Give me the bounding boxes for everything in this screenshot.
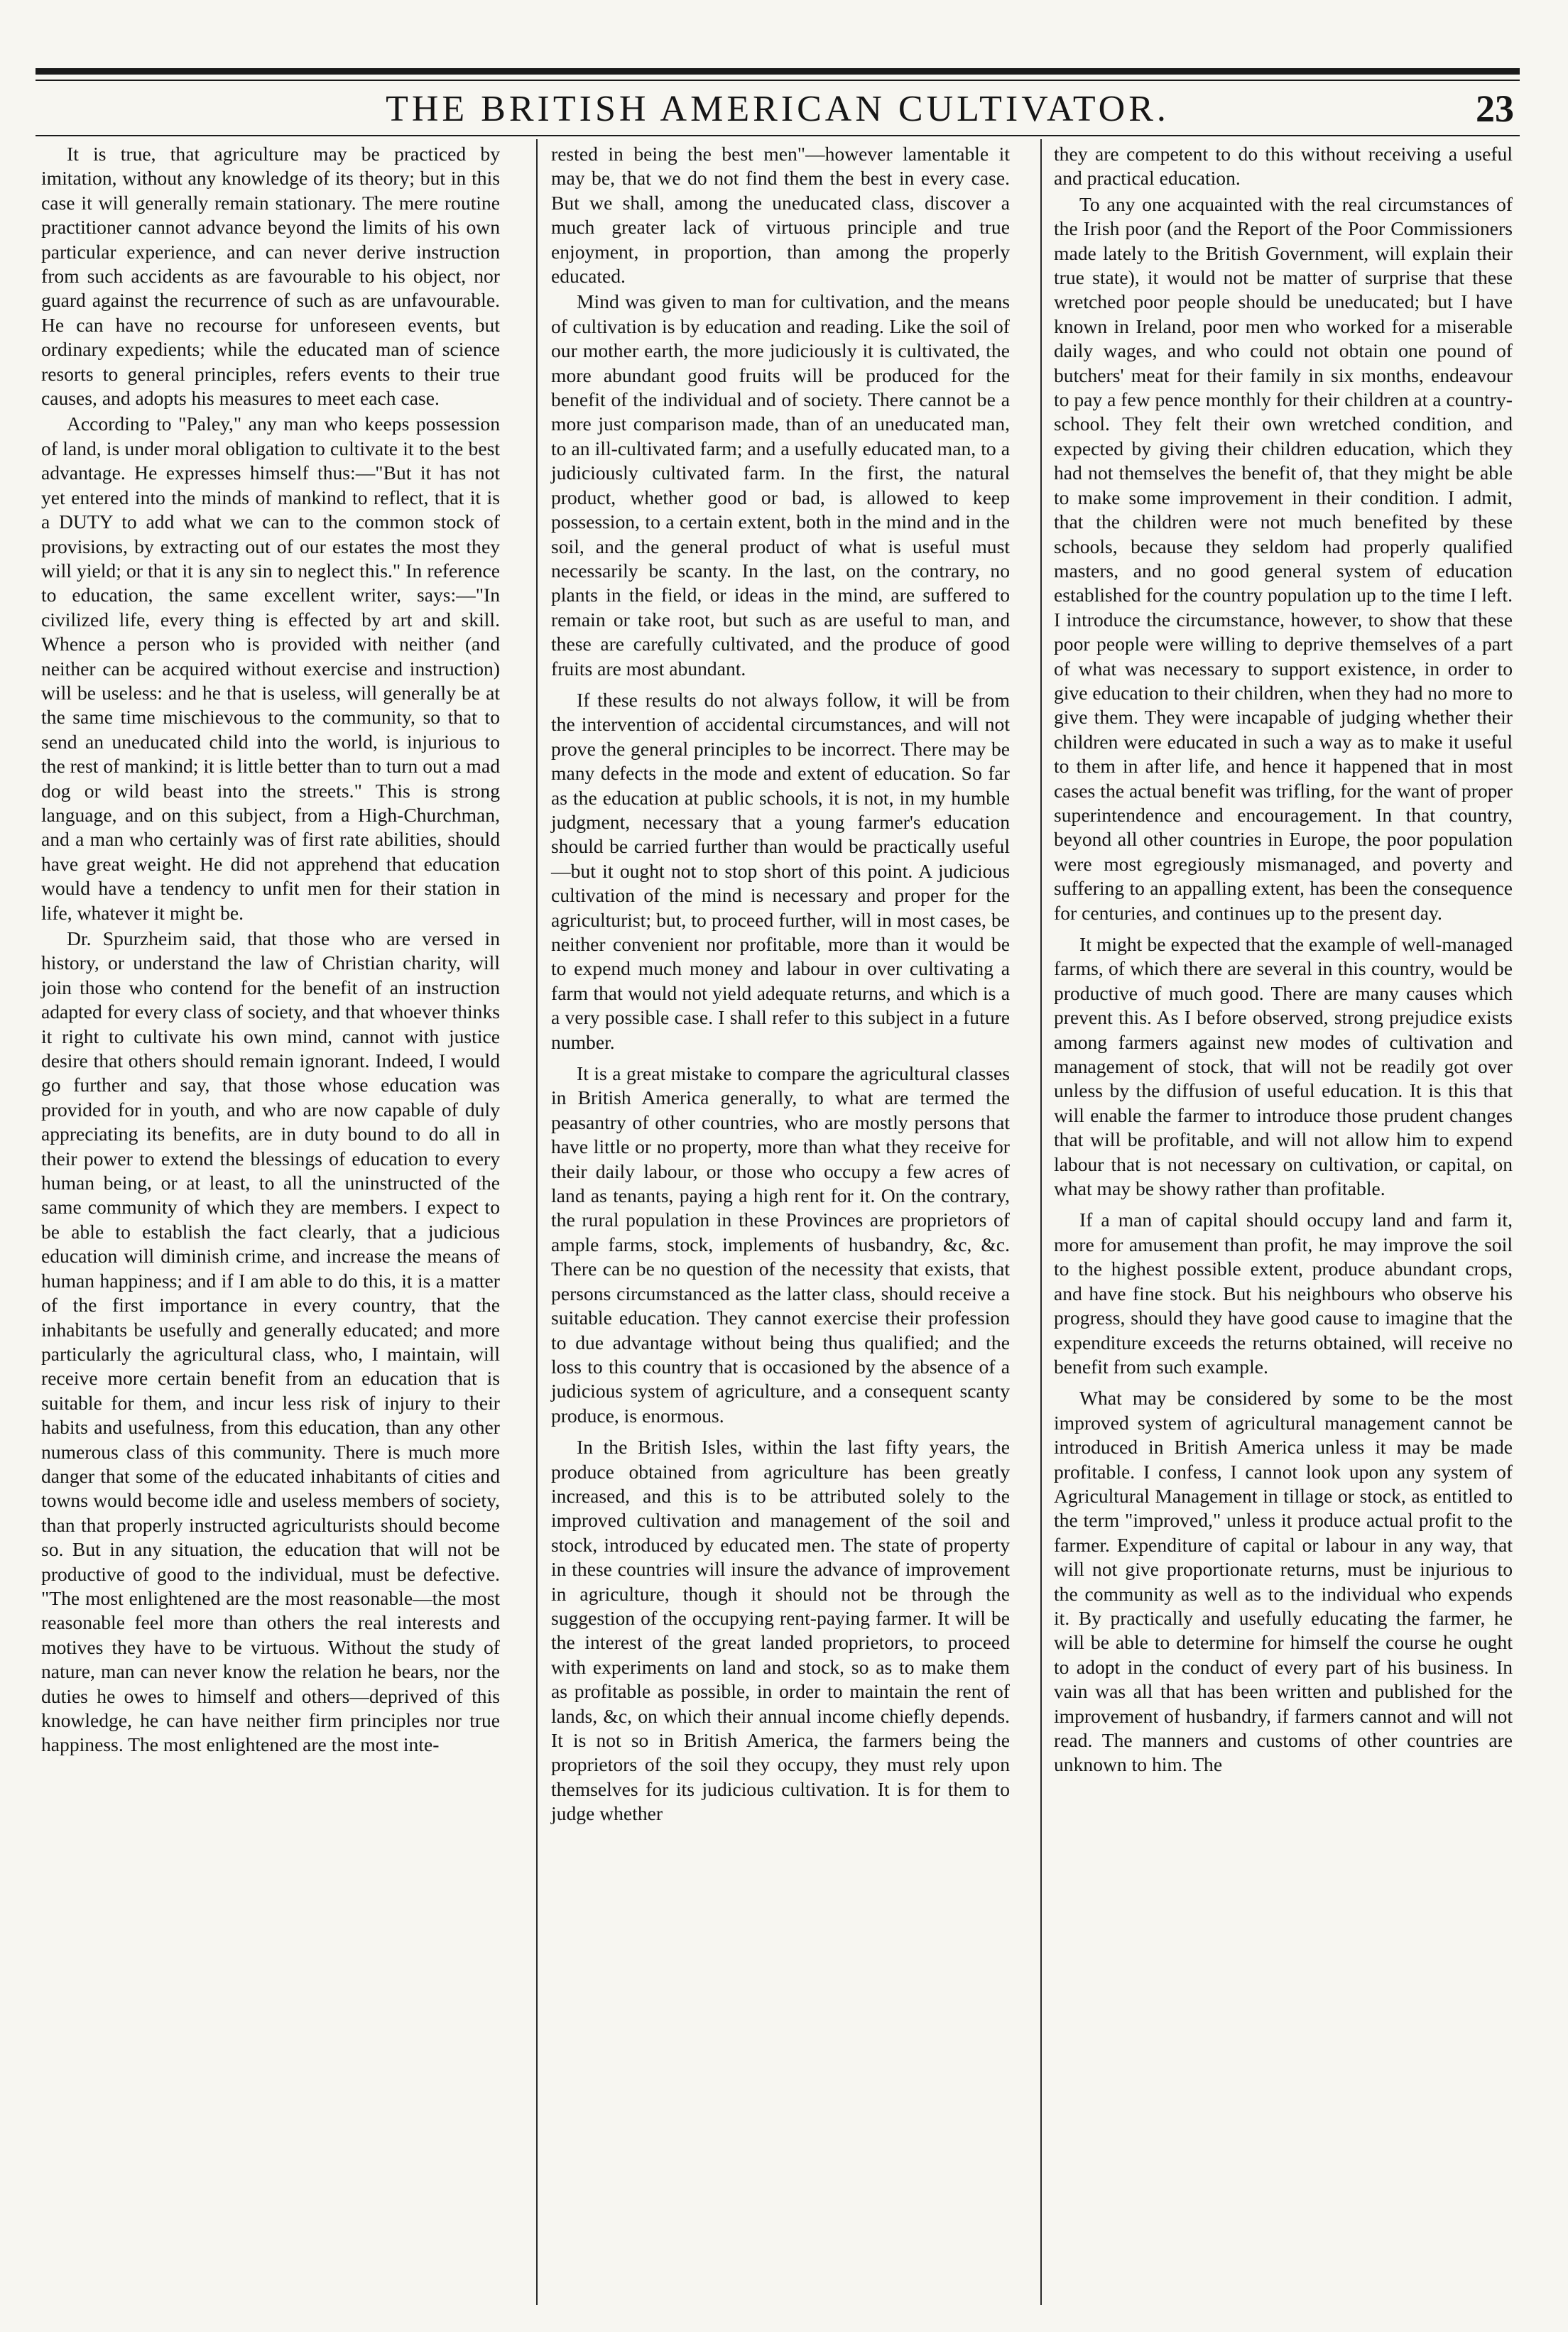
- column-1: [41, 142, 500, 1759]
- paragraph: It is true, that agriculture may be practiced by imitation, without any knowledge of its theory; but in this case it will generally remain stationary. The mere routine practitioner cannot advance beyond the limits of his own particular experience, and can never derive instruction from such accidents as are favourable to his object, nor guard against the recurrence of such as are unfavourable. He can have no recourse for unforeseen events, but ordinary expedients; while the educated man of science resorts to general principles, refers events to their true causes, and adopts his measures to meet each case.: [41, 143, 500, 410]
- paragraph: rested in being the best men"—however lamentable it may be, that we do not find them the best in every case. But we shall, among the uneducated class, discover a much greater lack of virtuous principle and true enjoyment, in proportion, than among the properly educated.: [551, 143, 1010, 288]
- paragraph: Mind was given to man for cultivation, and the means of cultivation is by education and reading. Like the soil of our mother earth, the more judiciously it is cultivated, the more abundant good fruits will be produced for the benefit of the individual and of society. There cannot be a more just comparison made, than of an uneducated man, to an ill-cultivated farm; and a usefully educated man, to a judiciously cultivated farm. In the first, the natural product, whether good or bad, is allowed to keep possession, to a certain extent, both in the mind and in the soil, and the general product of what is useful must necessarily be scanty. In the last, on the contrary, no plants in the field, or ideas in the mind, are suffered to remain or take root, but such as are useful to man, and these are carefully cultivated, and the produce of good fruits are most abundant.: [551, 290, 1010, 680]
- header-rule: [36, 135, 1520, 136]
- masthead-rule-thick: [36, 68, 1520, 75]
- paragraph: It might be expected that the example of well-managed farms, of which there are several in this country, would be productive of much good. There are many causes which prevent this. As I before observed, strong prejudice exists among farmers against new modes of cultivation and management of stock, that will not be readily got over unless by the diffusion of useful education. It is this that will enable the farmer to introduce those prudent changes that will be profitable, and will not allow him to expend labour that is not necessary on cultivation, or capital, on what may be showy rather than profitable.: [1054, 933, 1513, 1200]
- paragraph: To any one acquainted with the real circumstances of the Irish poor (and the Report of the Poor Commissioners made lately to the British Government, will explain their true state), it would not be matter of surprise that these wretched poor people should be uneducated; but I have known in Ireland, poor men who worked for a miserable daily wages, and who could not obtain one pound of butchers' meat for their family in six months, endeavour to pay a few pence monthly for their children at a country-school. They felt their own wretched condition, and expected by giving their children education, which they had not themselves the benefit of, that they might be able to make some improvement in their condition. I admit, that the children were not much benefited by these schools, because they seldom had properly qualified masters, and no good general system of education established for the country population up to the time I left. I introduce the circumstance, however, to show that these poor people were willing to deprive themselves of a part of what was necessary to support existence, in order to give education to their children, when they had no more to give them. They were incapable of judging whether their children were educated in such a way as to make it useful to them in after life, and hence it happened that in most cases the actual benefit was trifling, for the want of proper superintendence and encouragement. In that country, beyond all other countries in Europe, the poor population were most egregiously mismanaged, and poverty and suffering to an appalling extent, has been the consequence for centuries, and continues up to the present day.: [1054, 192, 1513, 924]
- masthead: [36, 81, 1520, 134]
- paragraph: It is a great mistake to compare the agricultural classes in British America generally, to what are termed the peasantry of other countries, who are mostly persons that have little or no property, more than what they receive for their daily labour, or those who occupy a few acres of land as tenants, paying a high rent for it. On the contrary, the rural population in these Provinces are proprietors of ample farms, stock, implements of husbandry, &c, &c. There can be no question of the necessity that exists, that persons circumstanced as the latter class, should receive a suitable education. They cannot exercise their profession to due advantage without being thus qualified; and the loss to this country that is occasioned by the absence of a judicious system of agriculture, and a consequent scanty produce, is enormous.: [551, 1062, 1010, 1427]
- paragraph: According to "Paley," any man who keeps possession of land, is under moral obligation to cultivate it to the best advantage. He expresses himself thus:—"But it has not yet entered into the minds of mankind to reflect, that it is a DUTY to add what we can to the common stock of provisions, by extracting out of our estates the most they will yield; or that it is any sin to neglect this." In reference to education, the same excellent writer, says:—"In civilized life, every thing is effected by art and skill. Whence a person who is provided with neither (and neither can be acquired without exercise and instruction) will be useless: and he that is useless, will generally be at the same time mischievous to the community, so that to send an uneducated child into the world, is injurious to the rest of mankind; it is little better than to turn out a mad dog or wild beast into the streets." This is strong language, and on this subject, from a High-Churchman, and a man who certainly was of first rate abilities, should have great weight. He did not apprehend that education would have a tendency to unfit men for their station in life, whatever it might be.: [41, 413, 501, 924]
- paragraph: In the British Isles, within the last fifty years, the produce obtained from agriculture has been greatly increased, and this is to be attributed solely to the improved cultivation and management of the soil and stock, introduced by educated men. The state of property in these countries will insure the advance of improvement in agriculture, though it should not be through the suggestion of the occupying rent-paying farmer. It will be the interest of the great landed proprietors, to proceed with experiments on land and stock, so as to make them as profitable as possible, in order to maintain the rent of lands, &c, on which their annual income chiefly depends. It is not so in British America, the farmers being the proprietors of the soil they occupy, they must rely upon themselves for its judicious cultivation. It is for them to judge whether: [551, 1436, 1010, 1825]
- column-divider-2: [1040, 139, 1042, 2305]
- paragraph: If these results do not always follow, it will be from the intervention of accidental circumstances, and will not prove the general principles to be incorrect. There may be many defects in the mode and extent of education. So far as the education at public schools, it is not, in my humble judgment, necessary that a young farmer's education should be carried further than would be practically useful—but it ought not to stop short of this point. A judicious cultivation of the mind is necessary and proper for the agriculturist; but, to proceed further, will in most cases, be neither convenient nor profitable, more than it would be to expend much money and labour in over cultivating a farm that would not yield adequate returns, and which is a a very possible case. I shall refer to this subject in a future number.: [551, 688, 1010, 1053]
- publication-title: THE BRITISH AMERICAN CULTIVATOR.: [386, 89, 1170, 129]
- column-divider-1: [536, 139, 538, 2305]
- paragraph: Dr. Spurzheim said, that those who are versed in history, or understand the law of Christian charity, will join those who contend for the benefit of an instruction adapted for every class of society, and that whoever thinks it right to cultivate his own mind, cannot with justice desire that others should remain ignorant. Indeed, I would go further and say, that those whose education was provided for in youth, and who are now capable of duly appreciating its benefits, are in duty bound to do all in their power to extend the blessings of education to every human being, or at least, to all the uninstructed of the same community of which they are members. I expect to be able to establish the fact clearly, that a judicious education will diminish crime, and increase the means of human happiness; and if I am able to do this, it is a matter of the first importance in every country, that the inhabitants be usefully and generally educated; and more particularly the agricultural class, who, I maintain, will receive more certain benefit from an education that is suitable for them, and incur less risk of injury to their habits and usefulness, from this education, than any other numerous class of this community. There is much more danger that some of the educated inhabitants of cities and towns would become idle and useless members of society, than that properly instructed agriculturists should become so. But in any situation, the education that will not be productive of good to the individual, must be defective. "The most enlightened are the most reasonable—the most reasonable feel more than others the real interests and motives they have to be virtuous. Without the study of nature, man can never know the relation he bears, nor the duties he owes to himself and others—deprived of this knowledge, he can have neither firm principles nor true happiness. The most enlightened are the most inte-: [41, 927, 500, 1756]
- paragraph: If a man of capital should occupy land and farm it, more for amusement than profit, he may improve the soil to the highest possible extent, produce abundant crops, and have fine stock. But his neighbours who observe his progress, should they have good cause to imagine that the expenditure exceeds the returns obtained, will receive no benefit from such example.: [1054, 1209, 1513, 1378]
- page-number: 23: [1476, 87, 1514, 130]
- paragraph: What may be considered by some to be the most improved system of agricultural management cannot be introduced in British America unless it may be made profitable. I confess, I cannot look upon any system of Agricultural Management in tillage or stock, as entitled to the term "improved," unless it produce actual profit to the farmer. Expenditure of capital or labour in any way, that will not give proportionate returns, must be injurious to the community as well as to the individual who expends it. By practically and usefully educating the farmer, he will be able to determine for himself the course he ought to adopt in the conduct of every part of his business. In vain was all that has been written and published for the improvement of husbandry, if farmers cannot and will not read. The manners and customs of other countries are unknown to him. The: [1054, 1387, 1513, 1776]
- paragraph: they are competent to do this without receiving a useful and practical education.: [1054, 143, 1513, 190]
- column-2: [551, 142, 1010, 1828]
- column-3: [1054, 142, 1513, 1779]
